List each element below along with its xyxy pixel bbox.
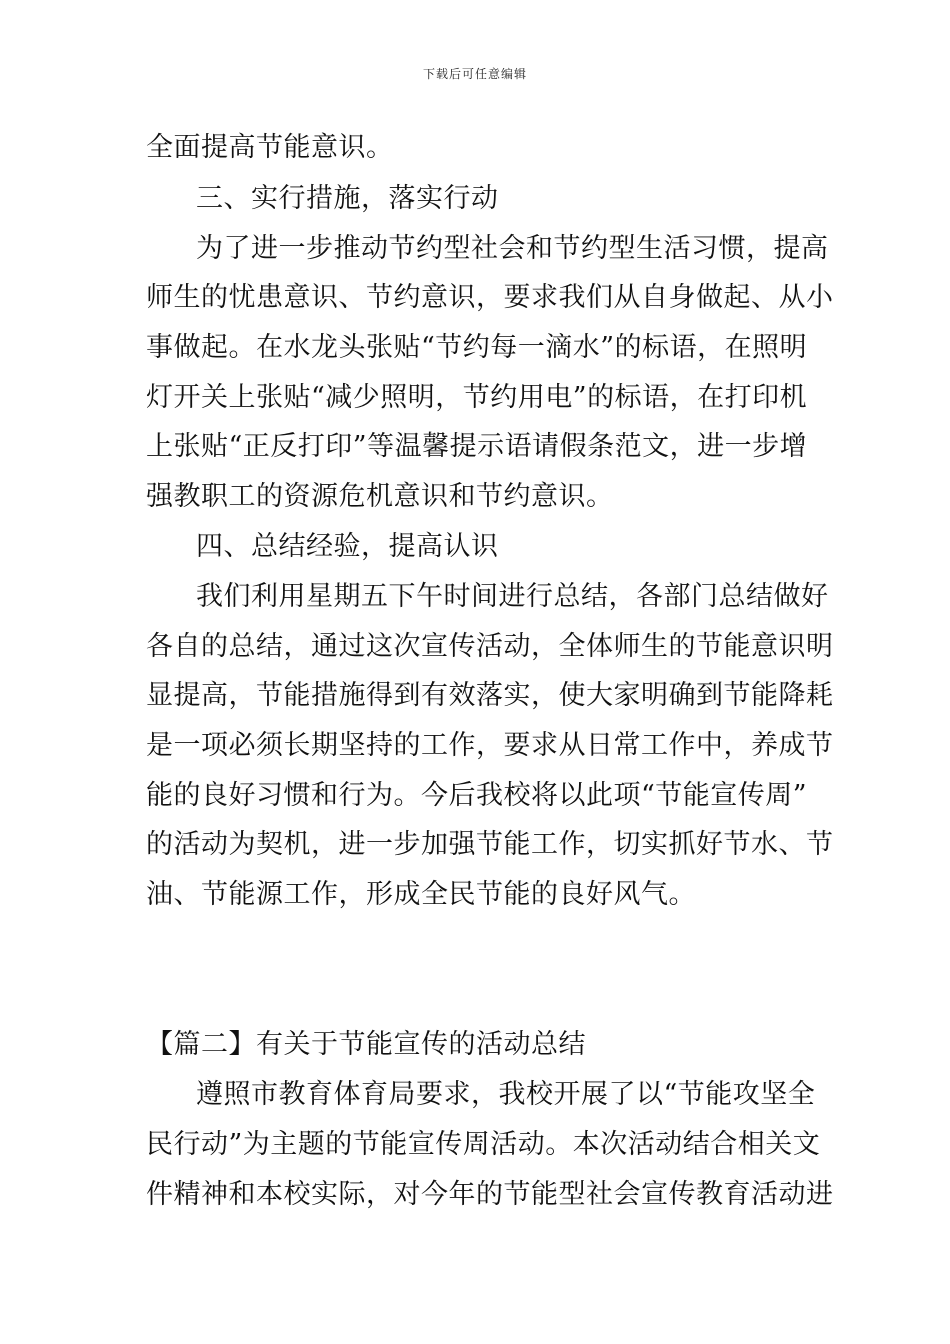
body-line: 全面提高节能意识。 [146, 132, 394, 163]
body-line: 能的良好习惯和行为。今后我校将以此项“节能宣传周” [146, 780, 808, 811]
body-line: 件精神和本校实际，对今年的节能型社会宣传教育活动进 [146, 1179, 834, 1210]
body-line: 的活动为契机，进一步加强节能工作，切实抓好节水、节 [146, 829, 834, 860]
body-line: 上张贴“正反打印”等温馨提示语请假条范文，进一步增 [146, 431, 808, 462]
body-line: 油、节能源工作，形成全民节能的良好风气。 [146, 879, 696, 910]
body-line: 遵照市教育体育局要求，我校开展了以“节能攻坚全 [196, 1079, 816, 1110]
body-line: 各自的总结，通过这次宣传活动，全体师生的节能意识明 [146, 631, 834, 662]
body-line: 事做起。在水龙头张贴“节约每一滴水”的标语，在照明 [146, 332, 808, 363]
body-line: 民行动”为主题的节能宣传周活动。本次活动结合相关文 [146, 1129, 821, 1160]
section-heading: 三、实行措施，落实行动 [196, 183, 499, 214]
chapter-title: 【篇二】有关于节能宣传的活动总结 [146, 1029, 586, 1060]
body-line: 我们利用星期五下午时间进行总结，各部门总结做好 [196, 581, 829, 612]
body-line: 强教职工的资源危机意识和节约意识。 [146, 481, 614, 512]
page-header: 下载后可任意编辑 [422, 67, 527, 81]
body-line: 显提高，节能措施得到有效落实，使大家明确到节能降耗 [146, 680, 834, 711]
body-line: 为了进一步推动节约型社会和节约型生活习惯，提高 [196, 233, 829, 264]
body-line: 灯开关上张贴“减少照明，节约用电”的标语，在打印机 [146, 382, 808, 413]
body-line: 是一项必须长期坚持的工作，要求从日常工作中，养成节 [146, 730, 834, 761]
body-line: 师生的忧患意识、节约意识，要求我们从自身做起、从小 [146, 282, 834, 313]
section-heading: 四、总结经验，提高认识 [196, 531, 499, 562]
